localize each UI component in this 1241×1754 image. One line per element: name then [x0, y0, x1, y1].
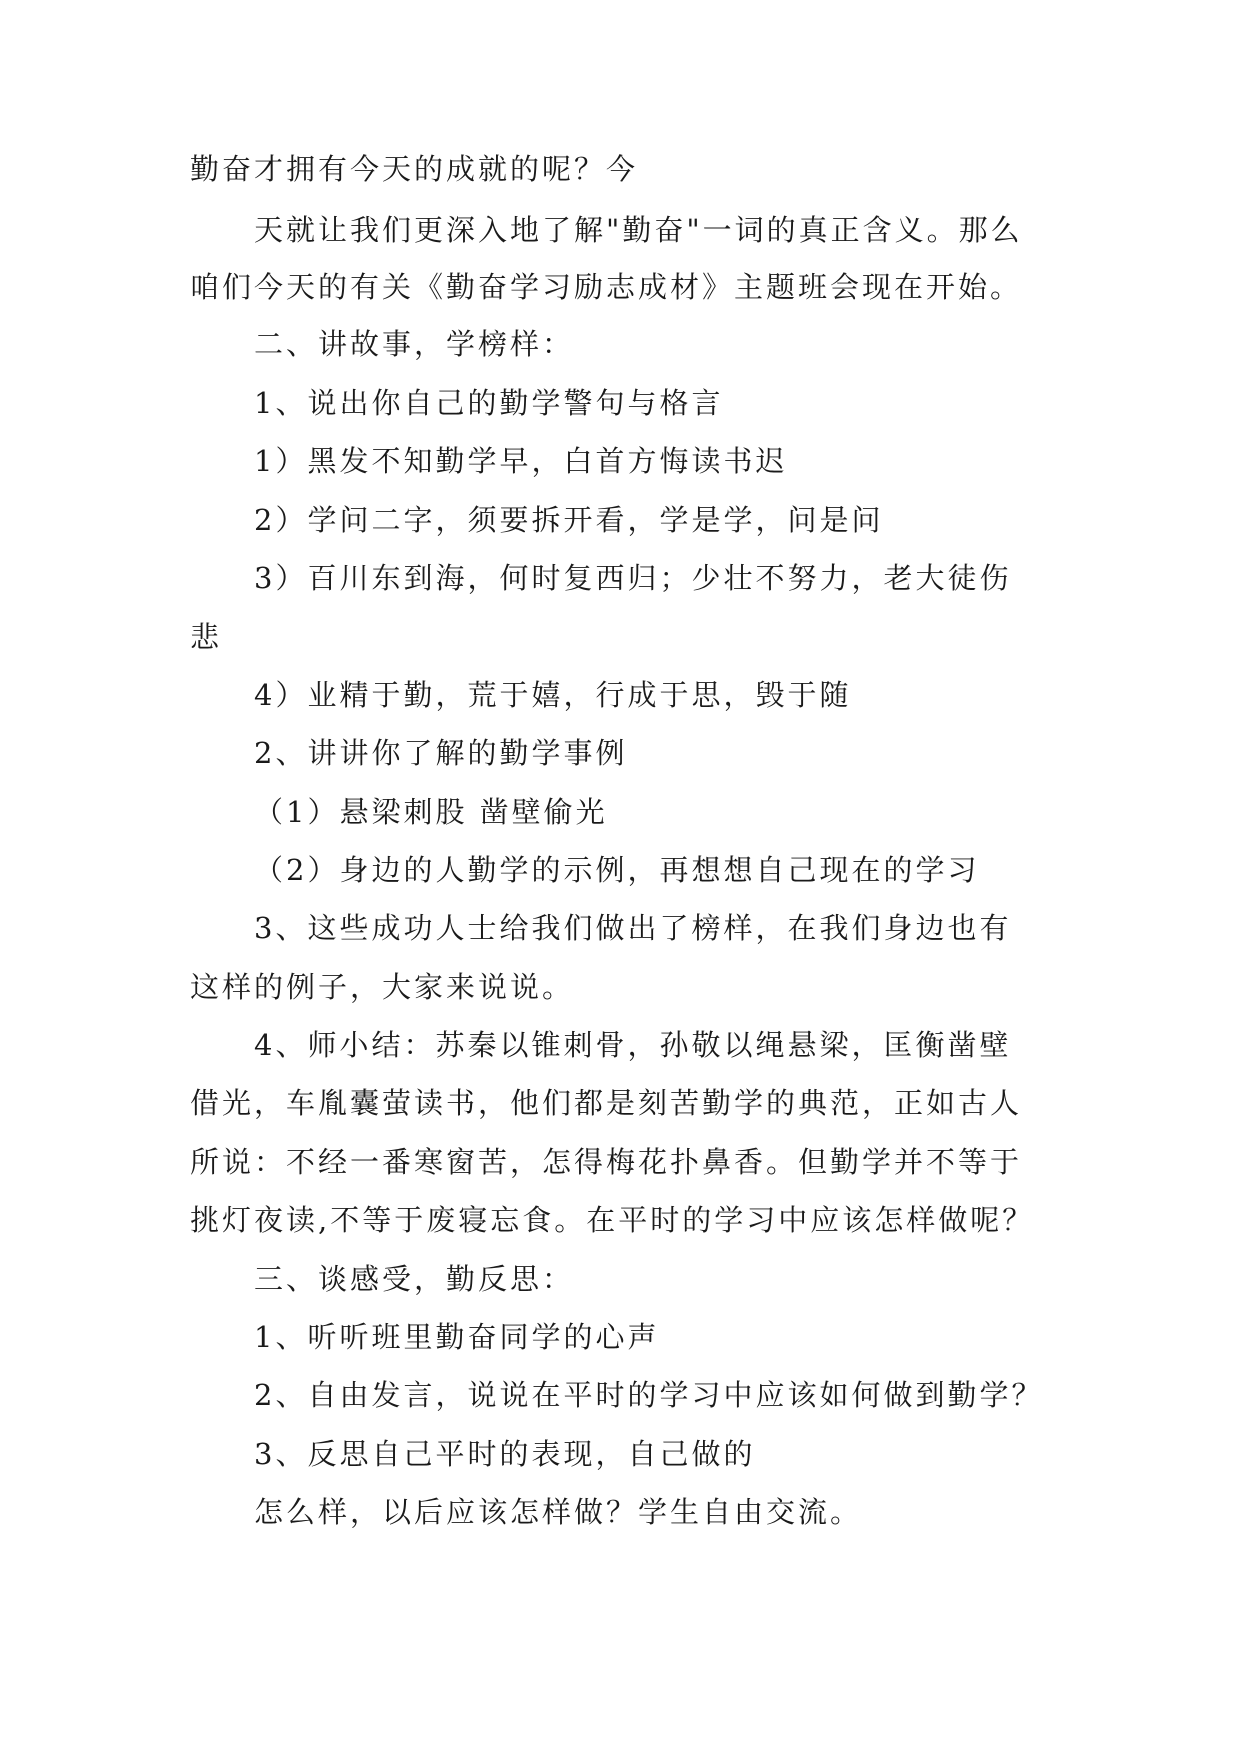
- text-line: 怎么样，以后应该怎样做？学生自由交流。: [254, 1495, 863, 1529]
- text-line: 4、师小结：苏秦以锥刺骨，孙敬以绳悬梁，匡衡凿壁: [254, 1028, 1012, 1062]
- text-line: 这样的例子，大家来说说。: [190, 970, 575, 1004]
- text-line: 4）业精于勤，荒于嬉，行成于思，毁于随: [254, 678, 852, 712]
- text-line: 天就让我们更深入地了解"勤奋"一词的真正含义。那么: [254, 213, 1023, 247]
- text-line: 1、说出你自己的勤学警句与格言: [254, 386, 724, 420]
- text-line: 挑灯夜读,不等于废寝忘食。在平时的学习中应该怎样做呢？: [190, 1203, 1035, 1237]
- text-line: 咱们今天的有关《勤奋学习励志成材》主题班会现在开始。: [190, 270, 1023, 304]
- text-line: 2、讲讲你了解的勤学事例: [254, 736, 628, 770]
- section-heading: 二、讲故事，学榜样：: [254, 327, 575, 361]
- text-line: 悲: [190, 620, 223, 654]
- text-line: 2）学问二字，须要拆开看，学是学，问是问: [254, 503, 884, 537]
- text-line: （1）悬梁刺股 凿壁偷光: [254, 795, 608, 829]
- text-line: 3、这些成功人士给我们做出了榜样，在我们身边也有: [254, 911, 1012, 945]
- text-line: 1）黑发不知勤学早，白首方悔读书迟: [254, 444, 788, 478]
- text-line: （2）身边的人勤学的示例，再想想自己现在的学习: [254, 853, 980, 887]
- text-line: 勤奋才拥有今天的成就的呢？今: [190, 152, 639, 186]
- text-line: 3、反思自己平时的表现，自己做的: [254, 1437, 756, 1471]
- section-heading: 三、谈感受，勤反思：: [254, 1262, 575, 1296]
- text-line: 2、自由发言，说说在平时的学习中应该如何做到勤学？: [254, 1378, 1044, 1412]
- text-line: 所说：不经一番寒窗苦，怎得梅花扑鼻香。但勤学并不等于: [190, 1145, 1023, 1179]
- text-line: 1、听听班里勤奋同学的心声: [254, 1320, 660, 1354]
- text-line: 3）百川东到海，何时复西归；少壮不努力，老大徒伤: [254, 561, 1012, 595]
- text-line: 借光，车胤囊萤读书，他们都是刻苦勤学的典范，正如古人: [190, 1086, 1023, 1120]
